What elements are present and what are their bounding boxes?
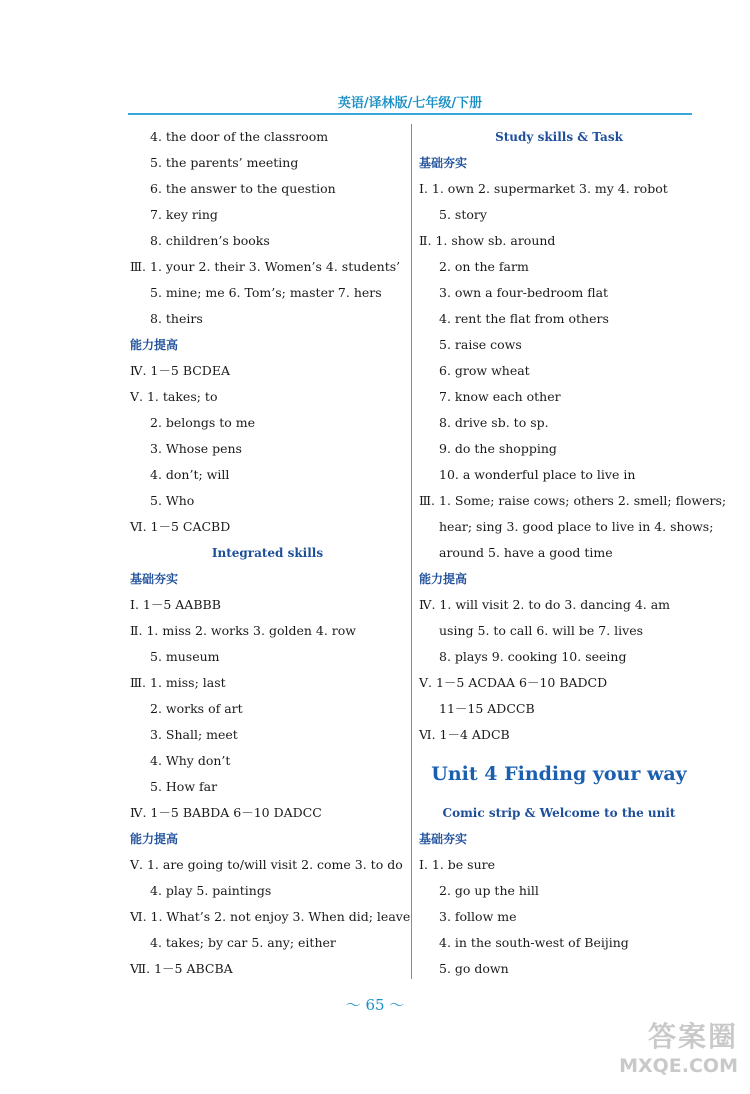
answer-line: 6. the answer to the question	[150, 181, 336, 196]
category-heading: 能力提高	[419, 572, 468, 586]
answer-item: Ⅲ. 1. miss; last	[130, 675, 226, 690]
answer-line: 2. on the farm	[439, 259, 529, 274]
answer-line: 3. Whose pens	[150, 441, 242, 456]
category-heading: 能力提高	[130, 832, 179, 846]
answer-item: Ⅲ. 1. your 2. their 3. Women’s 4. students’	[130, 259, 401, 274]
answer-item: Ⅲ. 1. Some; raise cows; others 2. smell; flowers;	[419, 493, 727, 508]
answer-line: 4. in the south-west of Beijing	[439, 935, 629, 950]
answer-line: 5. raise cows	[439, 337, 522, 352]
answer-item: Ⅳ. 1－5 BCDEA	[130, 363, 230, 378]
answer-line: 7. know each other	[439, 389, 561, 404]
answer-item: Ⅶ. 1－5 ABCBA	[130, 961, 233, 976]
answer-line: hear; sing 3. good place to live in 4. shows;	[439, 519, 714, 534]
category-heading: 基础夯实	[130, 572, 179, 586]
answer-line: 5. the parents’ meeting	[150, 155, 299, 170]
answer-line: 4. Why don’t	[150, 753, 231, 768]
answer-line: 4. don’t; will	[150, 467, 230, 482]
answer-item: Ⅴ. 1－5 ACDAA 6－10 BADCD	[419, 675, 608, 690]
answer-line: 5. How far	[150, 779, 218, 794]
answer-line: 2. go up the hill	[439, 883, 539, 898]
answer-line: 8. children’s books	[150, 233, 270, 248]
watermark-line-1: 答案圈	[647, 1020, 738, 1053]
answer-line: 2. belongs to me	[150, 415, 256, 430]
header-divider	[128, 113, 692, 115]
answer-item: Ⅱ. 1. show sb. around	[419, 233, 556, 248]
answer-line: 3. own a four-bedroom flat	[439, 285, 609, 300]
answer-item: Ⅵ. 1－5 CACBD	[130, 519, 231, 534]
category-heading: 能力提高	[130, 338, 179, 352]
answer-line: 5. Who	[150, 493, 195, 508]
watermark-line-2: MXQE.COM	[619, 1055, 738, 1077]
answer-item: Ⅰ. 1. own 2. supermarket 3. my 4. robot	[419, 181, 668, 196]
answer-item: Ⅵ. 1－4 ADCB	[419, 727, 510, 742]
category-heading: 基础夯实	[419, 156, 468, 170]
answer-item: Ⅳ. 1. will visit 2. to do 3. dancing 4. am	[419, 597, 671, 612]
answer-item: Ⅴ. 1. are going to/will visit 2. come 3. to do	[130, 857, 403, 872]
right-column	[419, 124, 727, 982]
answer-line: 9. do the shopping	[439, 441, 557, 456]
column-divider	[411, 124, 412, 979]
left-column	[130, 124, 411, 982]
unit-heading: Unit 4 Finding your way	[431, 763, 687, 785]
answer-line: 11－15 ADCCB	[439, 701, 535, 716]
answer-line: 3. Shall; meet	[150, 727, 238, 742]
answer-line: using 5. to call 6. will be 7. lives	[439, 623, 644, 638]
answer-item: Ⅵ. 1. What’s 2. not enjoy 3. When did; leave	[130, 909, 411, 924]
section-title: Study skills & Task	[495, 130, 623, 144]
answer-line: 5. museum	[150, 649, 220, 664]
answer-item: Ⅳ. 1－5 BABDA 6－10 DADCC	[130, 805, 322, 820]
answer-line: 6. grow wheat	[439, 363, 530, 378]
answer-line: 4. play 5. paintings	[150, 883, 272, 898]
answer-line: 8. drive sb. to sp.	[439, 415, 549, 430]
answer-line: 5. mine; me 6. Tom’s; master 7. hers	[150, 285, 382, 300]
page-number: ～ 65 ～	[345, 996, 405, 1014]
answer-line: 4. takes; by car 5. any; either	[150, 935, 336, 950]
answer-line: 4. rent the flat from others	[439, 311, 609, 326]
page-header-title: 英语/译林版/七年级/下册	[337, 96, 483, 111]
answer-line: 8. theirs	[150, 311, 203, 326]
section-title: Comic strip & Welcome to the unit	[442, 806, 676, 820]
category-heading: 基础夯实	[419, 832, 468, 846]
answer-line: 3. follow me	[439, 909, 517, 924]
answer-item: Ⅴ. 1. takes; to	[130, 389, 218, 404]
answer-line: 8. plays 9. cooking 10. seeing	[439, 649, 627, 664]
section-title: Integrated skills	[211, 546, 324, 560]
answer-line: 2. works of art	[150, 701, 243, 716]
answer-item: Ⅱ. 1. miss 2. works 3. golden 4. row	[130, 623, 357, 638]
answer-line: 10. a wonderful place to live in	[439, 467, 636, 482]
answer-line: 7. key ring	[150, 207, 218, 222]
answer-line: 5. story	[439, 207, 487, 222]
answer-item: Ⅰ. 1－5 AABBB	[130, 597, 221, 612]
watermark-logo	[608, 1020, 738, 1084]
answer-line: 5. go down	[439, 961, 509, 976]
answer-item: Ⅰ. 1. be sure	[419, 857, 495, 872]
answer-line: 4. the door of the classroom	[150, 129, 329, 144]
answer-line: around 5. have a good time	[439, 545, 613, 560]
